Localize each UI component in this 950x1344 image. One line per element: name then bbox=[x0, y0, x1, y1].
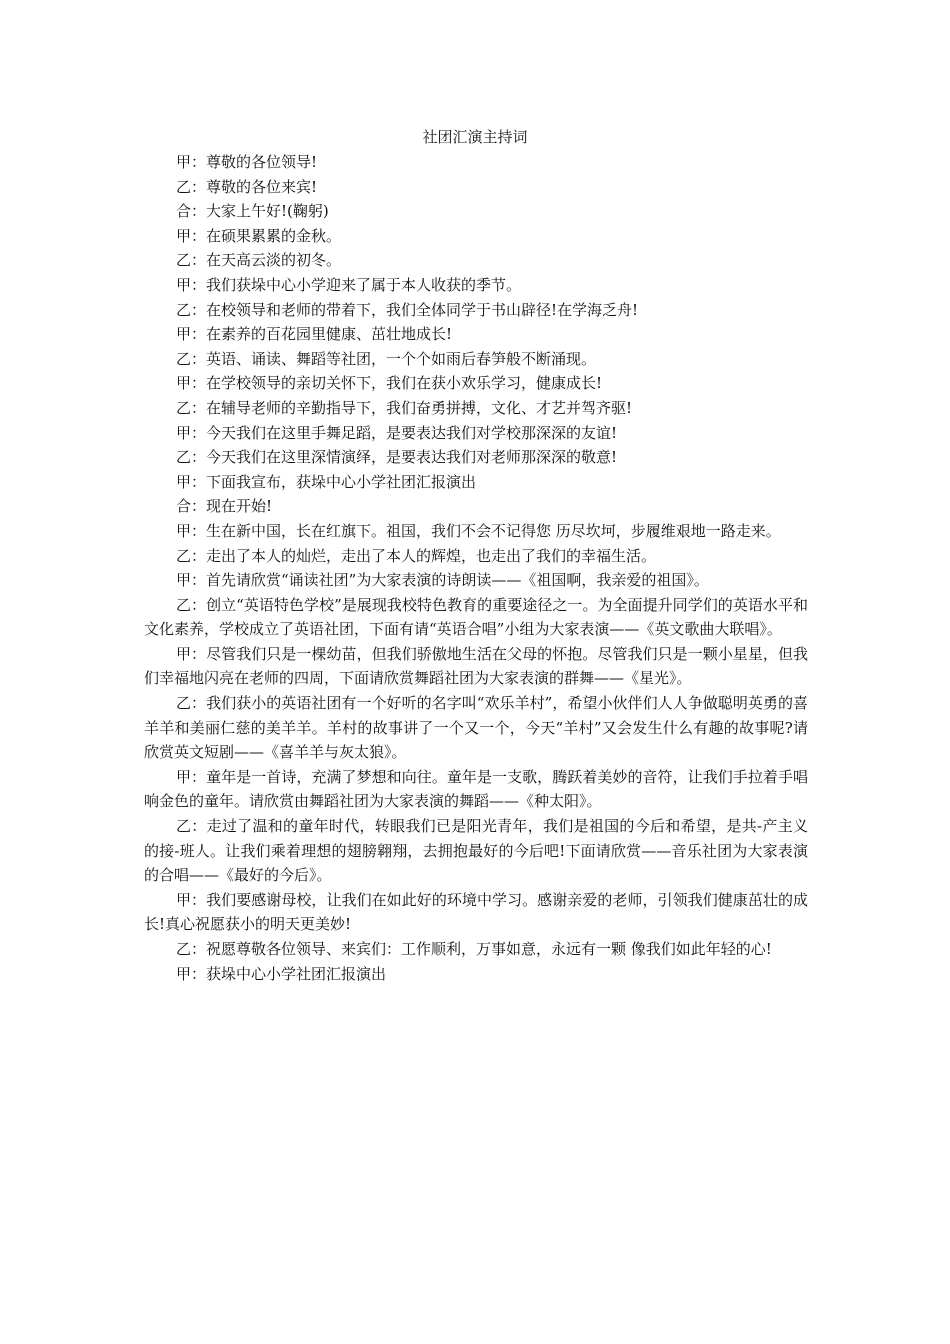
paragraph: 甲：今天我们在这里手舞足蹈，是要表达我们对学校那深深的友谊! bbox=[176, 423, 618, 442]
paragraph: 乙：在辅导老师的辛勤指导下，我们奋勇拼搏，文化、才艺并驾齐驱! bbox=[176, 398, 633, 417]
paragraph: 甲：下面我宣布，获垛中心小学社团汇报演出 bbox=[176, 472, 477, 491]
paragraph: 甲：尊敬的各位领导! bbox=[176, 153, 318, 171]
document-title: 社团汇演主持词 bbox=[422, 128, 528, 146]
paragraph: 乙：走出了本人的灿烂，走出了本人的辉煌，也走出了我们的幸福生活。 bbox=[176, 546, 657, 565]
paragraph: 甲：童年是一首诗，充满了梦想和向往。童年是一支歌，腾跃着美妙的音符，让我们手拉着手唱响金色的童年。请欣赏由舞蹈社团为大家表演的舞蹈——《种太阳》。 bbox=[144, 767, 808, 811]
paragraph: 合：现在开始! bbox=[176, 497, 273, 516]
paragraph: 甲：首先请欣赏“诵读社团”为大家表演的诗朗读——《祖国啊，我亲爱的祖国》。 bbox=[176, 571, 709, 590]
paragraph: 乙：我们获小的英语社团有一个好听的名字叫“欢乐羊村”，希望小伙伴们人人争做聪明英勇的喜羊羊和美丽仁慈的美羊羊。羊村的故事讲了一个又一个，今天“羊村”又会发生什么有趣的故事呢?请欣赏英文短剧——《喜羊羊与灰太狼》。 bbox=[144, 694, 808, 762]
paragraph: 甲：我们获垛中心小学迎来了属于本人收获的季节。 bbox=[176, 275, 522, 294]
paragraph: 甲：在硕果累累的金秋。 bbox=[176, 226, 342, 245]
paragraph: 乙：在天高云淡的初冬。 bbox=[176, 251, 342, 270]
paragraph: 乙：创立“英语特色学校”是展现我校特色教育的重要途径之一。为全面提升同学们的英语水平和文化素养，学校成立了英语社团，下面有请“英语合唱”小组为大家表演——《英文歌曲大联唱》。 bbox=[144, 595, 808, 639]
paragraph: 甲：在学校领导的亲切关怀下，我们在获小欢乐学习，健康成长! bbox=[176, 374, 603, 393]
paragraph: 乙：祝愿尊敬各位领导、来宾们：工作顺利，万事如意，永远有一颗 像我们如此年轻的心! bbox=[176, 940, 772, 958]
paragraph: 乙：英语、诵读、舞蹈等社团，一个个如雨后春笋般不断涌现。 bbox=[176, 349, 597, 368]
paragraph: 甲：在素养的百花园里健康、茁壮地成长! bbox=[176, 325, 453, 344]
paragraph: 甲：生在新中国，长在红旗下。祖国，我们不会不记得您 历尽坎坷，步履维艰地一路走来。 bbox=[176, 521, 781, 540]
paragraph: 乙：走过了温和的童年时代，转眼我们已是阳光青年，我们是祖国的今后和希望，是共-产主义的接-班人。让我们乘着理想的翅膀翱翔，去拥抱最好的今后吧!下面请欣赏——音乐社团为大家表演的合唱——《最好的今后》。 bbox=[144, 817, 808, 885]
document-body bbox=[144, 150, 808, 986]
paragraph: 乙：今天我们在这里深情演绎，是要表达我们对老师那深深的敬意! bbox=[176, 448, 618, 467]
paragraph: 乙：尊敬的各位来宾! bbox=[176, 177, 318, 196]
paragraph: 甲：尽管我们只是一棵幼苗，但我们骄傲地生活在父母的怀抱。尽管我们只是一颗小星星，但我们幸福地闪亮在老师的四周，下面请欣赏舞蹈社团为大家表演的群舞——《星光》。 bbox=[144, 644, 808, 688]
paragraph: 乙：在校领导和老师的带着下，我们全体同学于书山辟径!在学海乏舟! bbox=[176, 300, 639, 319]
paragraph: 合：大家上午好!(鞠躬) bbox=[176, 202, 329, 221]
paragraph: 甲：获垛中心小学社团汇报演出 bbox=[176, 964, 387, 983]
paragraph: 甲：我们要感谢母校，让我们在如此好的环境中学习。感谢亲爱的老师，引领我们健康茁壮的成长!真心祝愿获小的明天更美妙! bbox=[144, 890, 808, 934]
